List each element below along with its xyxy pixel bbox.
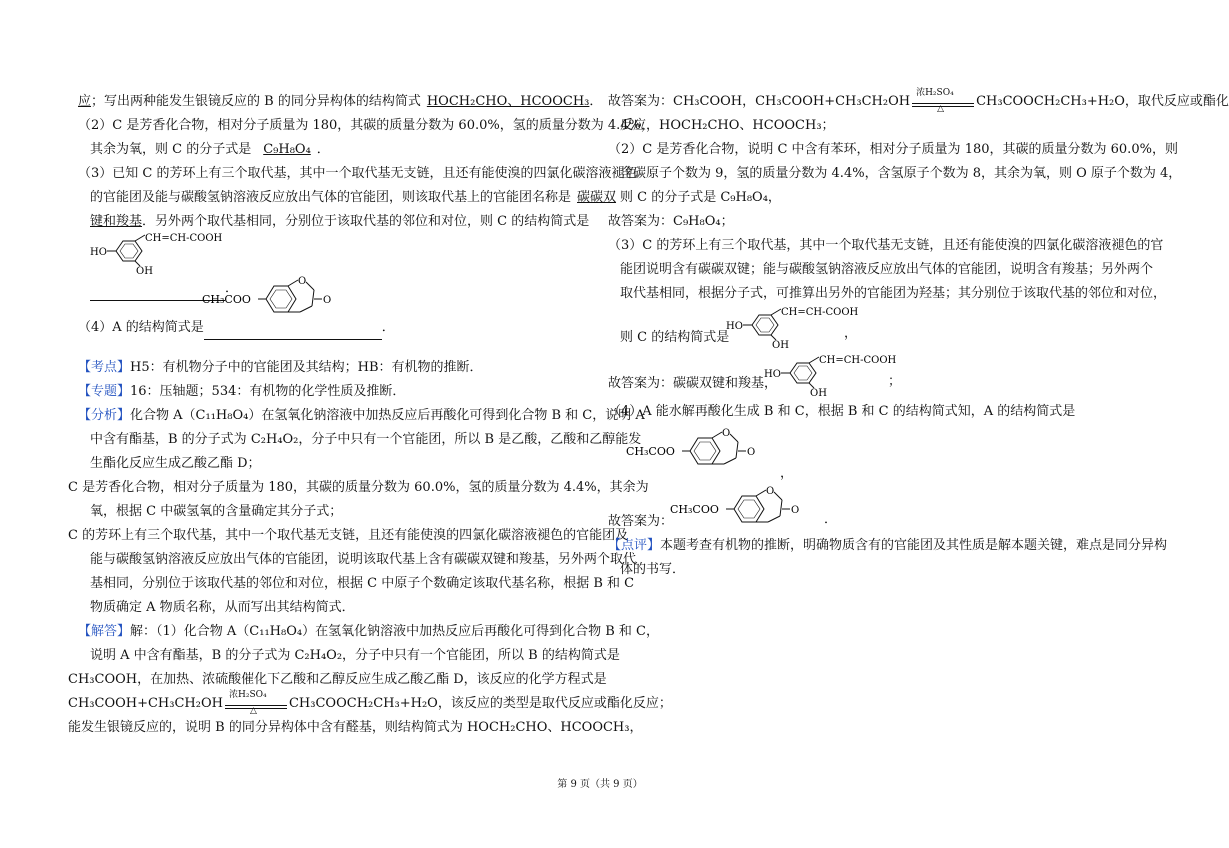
- r-structure-a-line: ，: [608, 424, 1160, 486]
- q2-text: （2）C 是芳香化合物，相对分子质量为 180，其碳的质量分数为 60.0%，氢的质量分数为 4.4%，: [78, 118, 654, 133]
- jieda: 【解答】解：（1）化合物 A（C₁₁H₈O₄）在氢氧化钠溶液中加热反应后再酸化可得到化合物 B 和 C，: [78, 624, 659, 639]
- equation-line: CH₃COOH+CH₃CH₂OH 浓H₂SO₄ △ CH₃COOCH₂CH₃+H₂O，该反应的类型是取代反应或酯化反应；: [68, 690, 672, 716]
- answer-groups-1: 碳碳双: [577, 190, 617, 205]
- q3-text-1: （3）已知 C 的芳环上有三个取代基，其中一个取代基无支链，且还有能使溴的四氯化碳溶液褪色: [78, 166, 638, 181]
- q1-tail: 应；写出两种能发生银镜反应的 B 的同分异构体的结构简式 HOCH₂CHO、HCOOCH₃．: [78, 94, 603, 109]
- kaodian: 【考点】H5：有机物分子中的官能团及其结构；HB：有机物的推断．: [78, 360, 483, 375]
- reaction-arrow-right: 浓H₂SO₄ △: [910, 90, 976, 114]
- q4-line: （4）A 的结构简式是 ．: [78, 316, 598, 340]
- answer-formula: C₉H₈O₄: [263, 142, 311, 157]
- zhuanti: 【专题】16：压轴题；534：有机物的化学性质及推断．: [78, 384, 406, 399]
- q2-answer-line: 其余为氧，则 C 的分子式是 C₉H₈O₄ ．: [90, 142, 330, 157]
- r-answer-a-line: 故答案为： ．: [608, 486, 1160, 534]
- answer-groups-2: 键和羧基: [90, 214, 143, 229]
- q3-structure-line: ．: [78, 234, 598, 278]
- structure-a-image: [202, 276, 352, 316]
- r-answer-c-line: 故答案为：碳碳双键和羧基， ；: [608, 354, 1160, 400]
- structure-a-image-answer: [670, 486, 820, 530]
- q3-text-3: 键和羧基．另外两个取代基相同，分别位于该取代基的邻位和对位，则 C 的结构简式是: [90, 214, 590, 229]
- dianping: 【点评】本题考查有机物的推断，明确物质含有的官能团及其性质是解本题关键，难点是同分异构: [608, 538, 1168, 553]
- structure-a-image-right: [626, 428, 776, 472]
- r-equation-line: 故答案为：CH₃COOH，CH₃COOH+CH₃CH₂OH 浓H₂SO₄ △ CH₃COOCH₂CH₃+H₂O，取代反应或酯化: [608, 88, 1229, 114]
- structure-c-image: [90, 234, 240, 274]
- left-column: 应；写出两种能发生银镜反应的 B 的同分异构体的结构简式 HOCH₂CHO、HCOOCH₃． （2）C 是芳香化合物，相对分子质量为 180，其碳的质量分数为 60.0%，氢的质量分数为 4.4%， 其余为氧，则 C 的分子式是 C₉H₈O₄ ． （3）已知 C 的芳环上有三个取代基，其中一个取代基无支链，且还有能使溴的四氯化碳溶液褪色 的官能团及能与碳酸氢钠溶液反应放出气体的官能团，则该取代基上的官能团名称是 碳碳双 键和羧基．另外两个取代基相同，分别位于该取代基的邻位和对位，则 C 的结构简式是 ． （4）A 的结构简式是 ． 【考点】H5：有机物分子中的官能团及其结构；HB：有机物的推断． 【专题】16：压轴题；534：有机物的化学性质及推断． 【分析】化合物 A（C₁₁H₈O₄）在氢氧化钠溶液中加热反应后再酸化可得到化合物 B 和 C，说明 A 中含有酯基，B 的分子式为 C₂H₄O₂，分子中只有一个官能团，所以 B 是乙酸，乙酸和乙醇能发 生酯化反应生成乙酸乙酯 D； C 是芳香化合物，相对分子质量为 180，其碳的质量分数为 60.0%，氢的质量分数为 4.4%，其余为 氧，根据 C 中碳氢氧的含量确定其分子式； C 的芳环上有三个取代基，其中一个取代基无支链，且还有能使溴的四氯化碳溶液褪色的官能团及 能与碳酸氢钠溶液反应放出气体的官能团，说明该取代基上含有碳碳双键和羧基，另外两个取代 基相同，分别位于该取代基的邻位和对位，根据 C 中原子个数确定该取代基名称，根据 B 和 C 物质确定 A 物质名称，从而写出其结构简式． 【解答】解：（1）化合物 A（C₁₁H₈O₄）在氢氧化钠溶液中加热反应后再酸化可得到化合物 B 和 C， 说明 A 中含有酯基，B 的分子式为 C₂H₄O₂，分子中只有一个官能团，所以 B 的结构简式是 CH₃COOH，在加热、浓硫酸催化下乙酸和乙醇反应生成乙酸乙酯 D，该反应的化学方程式是 CH₃COOH+CH₃CH₂OH 浓H₂SO₄ △ CH₃COOCH₂CH₃+H₂O，该反应的类型是取代反应或酯化反应； 能发生银镜反应的，说明 B 的同分异构体中含有醛基，则结构简式为 HOCH₂CHO、HCOOCH₃，: [78, 90, 598, 740]
- q4-structure-area: [78, 278, 598, 316]
- r-structure-c-line: 则 C 的结构简式是 ，: [608, 306, 1160, 354]
- right-column: 故答案为：CH₃COOH，CH₃COOH+CH₃CH₂OH 浓H₂SO₄ △ CH₃COOCH₂CH₃+H₂O，取代反应或酯化 反应，HOCH₂CHO、HCOOCH₃； （2）C 是芳香化合物，说明 C 中含有苯环，相对分子质量为 180，其碳的质量分数为 60.0%，则 含碳原子个数为 9，氢的质量分数为 4.4%，含氢原子个数为 8，其余为氧，则 O 原子个数为 4， 则 C 的分子式是 C₉H₈O₄， 故答案为：C₉H₈O₄； （3）C 的芳环上有三个取代基，其中一个取代基无支链，且还有能使溴的四氯化碳溶液褪色的官 能团说明含有碳碳双键；能与碳酸氢钠溶液反应放出气体的官能团，说明含有羧基；另外两个 取代基相同，根据分子式，可推算出另外的官能团为羟基；其分别位于该取代基的邻位和对位， 则 C 的结构简式是 ， 故答案为：碳碳双键和羧基， ； （4）A 能水解再酸化生成 B 和 C，根据 B 和 C 的结构简式知，A 的结构简式是 ， 故答案为： ． 【点评】本题考查有机物的推断，明确物质含有的官能团及其性质是解本题关键，难点是同分异构 体的书写．: [608, 88, 1229, 577]
- page-footer: 第 9 页（共 9 页）: [557, 779, 643, 790]
- answer-isomers: HOCH₂CHO、HCOOCH₃: [426, 94, 590, 109]
- q3-text-2: 的官能团及能与碳酸氢钠溶液反应放出气体的官能团，则该取代基上的官能团名称是 碳碳双: [90, 190, 617, 205]
- reaction-arrow: 浓H₂SO₄ △: [223, 692, 289, 716]
- fenxi: 【分析】化合物 A（C₁₁H₈O₄）在氢氧化钠溶液中加热反应后再酸化可得到化合物 B 和 C，说明 A: [78, 408, 645, 423]
